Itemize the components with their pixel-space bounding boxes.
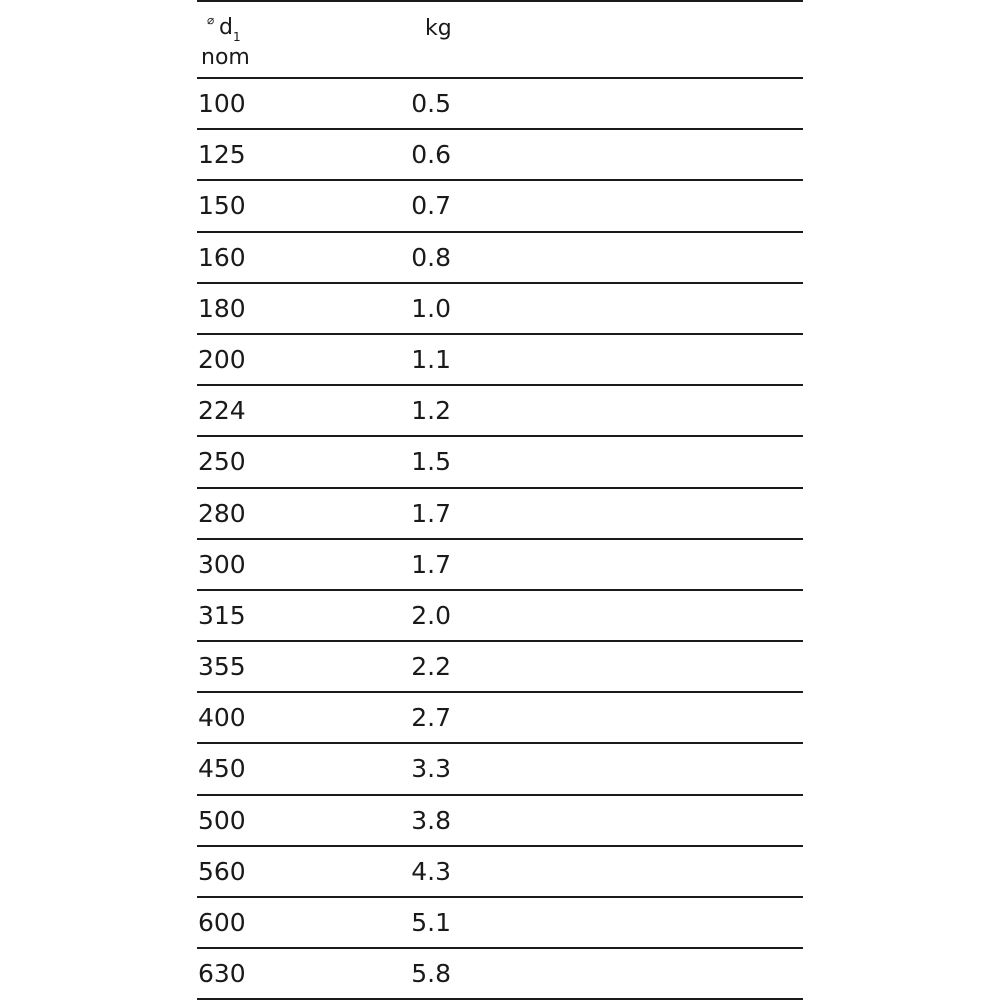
- table-row: [197, 693, 803, 742]
- weight-table: [197, 0, 803, 1000]
- table-row: [197, 540, 803, 589]
- table-row: [197, 284, 803, 333]
- table-row: [197, 130, 803, 179]
- diameter-cell: 355: [198, 652, 246, 682]
- diameter-cell: 560: [198, 856, 246, 886]
- mass-cell: 0.6: [411, 140, 451, 170]
- mass-cell: 1.0: [411, 293, 451, 323]
- table-row: [197, 796, 803, 845]
- mass-cell: 0.7: [411, 191, 451, 221]
- diameter-cell: 250: [198, 447, 246, 477]
- diameter-cell: 150: [198, 191, 246, 221]
- table-row: [197, 181, 803, 230]
- mass-cell: 1.7: [411, 549, 451, 579]
- diameter-cell: 500: [198, 805, 246, 835]
- table-row: [197, 489, 803, 538]
- diameter-cell: 160: [198, 242, 246, 272]
- mass-cell: 0.5: [411, 89, 451, 118]
- mass-cell: 0.8: [411, 242, 451, 272]
- diameter-cell: 100: [198, 89, 246, 118]
- diameter-cell: 400: [198, 703, 246, 733]
- mass-cell: 3.3: [411, 754, 451, 784]
- table-row: [197, 79, 803, 128]
- table-row: [197, 233, 803, 282]
- mass-cell: 5.1: [411, 908, 451, 937]
- mass-cell: 4.3: [411, 856, 451, 886]
- diameter-subscript: 1: [233, 30, 241, 44]
- diameter-cell: 280: [198, 498, 246, 528]
- table-row: [197, 847, 803, 896]
- mass-cell: 1.5: [411, 447, 451, 477]
- diameter-cell: 450: [198, 754, 246, 784]
- mass-cell: 1.2: [411, 396, 451, 426]
- diameter-cell: 200: [198, 344, 246, 374]
- table-row: [197, 386, 803, 435]
- diameter-unit-label: nom: [201, 45, 250, 70]
- mass-unit-label: kg: [425, 16, 452, 41]
- mass-cell: 3.8: [411, 805, 451, 835]
- mass-cell: 1.7: [411, 498, 451, 528]
- diameter-cell: 224: [198, 396, 246, 426]
- table-body: [197, 79, 803, 1000]
- table-row: [197, 898, 803, 947]
- diameter-variable: d: [219, 15, 233, 40]
- diameter-cell: 315: [198, 600, 246, 630]
- table-row: [197, 437, 803, 486]
- table-row: [197, 642, 803, 691]
- diameter-cell: 600: [198, 908, 246, 937]
- mass-cell: 2.2: [411, 652, 451, 682]
- diameter-cell: 630: [198, 959, 246, 989]
- diameter-symbol: ⌀: [207, 13, 215, 27]
- mass-cell: 5.8: [411, 959, 451, 989]
- diameter-cell: 180: [198, 293, 246, 323]
- table-row: [197, 744, 803, 793]
- mass-cell: 2.0: [411, 600, 451, 630]
- diameter-cell: 300: [198, 549, 246, 579]
- table-row: [197, 591, 803, 640]
- table-header: [197, 2, 803, 77]
- table-row: [197, 335, 803, 384]
- mass-cell: 2.7: [411, 703, 451, 733]
- diameter-cell: 125: [198, 140, 246, 170]
- table-row: [197, 949, 803, 998]
- mass-cell: 1.1: [411, 344, 451, 374]
